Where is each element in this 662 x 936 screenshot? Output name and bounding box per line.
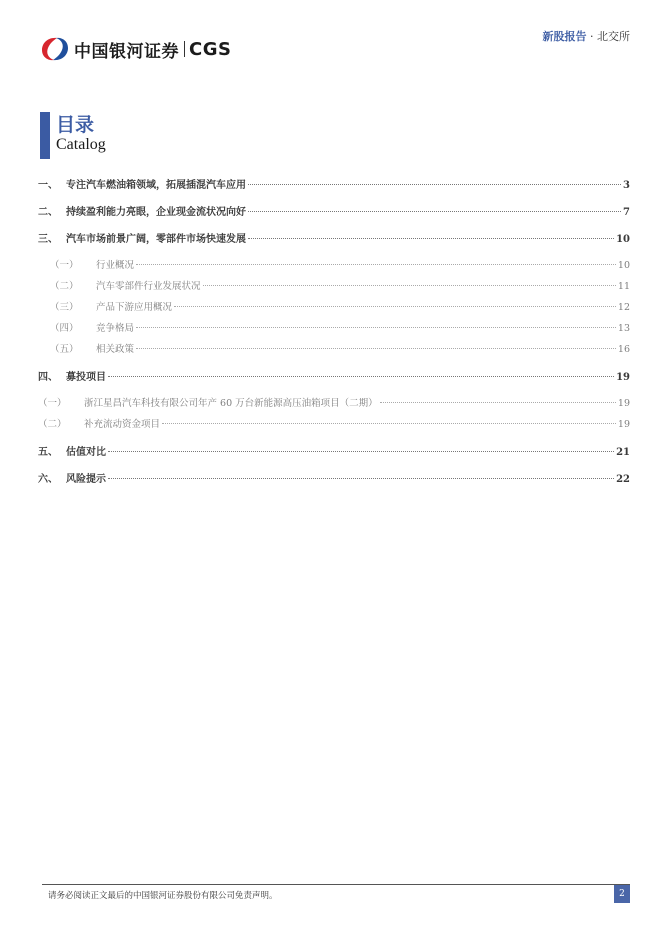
toc-leader-dots xyxy=(108,451,614,452)
toc-entry-number: 一、 xyxy=(38,180,58,191)
toc-entry-number: （四） xyxy=(50,323,79,334)
toc-entry-label: 竞争格局 xyxy=(96,323,135,334)
toc-entry-number: （二） xyxy=(38,419,67,430)
toc-entry-number: （三） xyxy=(50,302,79,313)
toc-entry-page: 10 xyxy=(617,260,630,271)
toc-leader-dots xyxy=(248,238,614,239)
page-number: 2 xyxy=(614,885,630,903)
toc-entry-page: 21 xyxy=(616,447,630,458)
toc-leader-dots xyxy=(162,423,616,424)
toc-entry-label: 汽车零部件行业发展状况 xyxy=(96,281,201,292)
toc-entry-label: 募投项目 xyxy=(66,372,106,383)
toc-subentry[interactable] xyxy=(50,299,630,313)
toc-entry-page: 19 xyxy=(617,419,630,430)
toc-entry-number: （一） xyxy=(38,398,67,409)
toc-entry-page: 12 xyxy=(617,302,630,313)
toc-subentry[interactable] xyxy=(50,257,630,271)
toc-entry-label: 行业概况 xyxy=(96,260,135,271)
logo-chinese-name: 中国银河证券 xyxy=(74,41,179,62)
toc-leader-dots xyxy=(380,402,616,403)
toc-entry-label: 估值对比 xyxy=(66,447,106,458)
logo-english-name: CGS xyxy=(189,38,232,60)
toc-leader-dots xyxy=(136,348,616,349)
toc-entry-page: 3 xyxy=(623,180,630,191)
toc-entry-page: 13 xyxy=(617,323,630,334)
toc-subentry[interactable] xyxy=(38,416,630,430)
toc-entry-number: 五、 xyxy=(38,447,58,458)
page-header xyxy=(0,0,662,70)
toc-leader-dots xyxy=(108,376,614,377)
toc-entry-page: 19 xyxy=(616,372,630,383)
toc-entry-page: 11 xyxy=(617,281,630,292)
toc-subentry[interactable] xyxy=(50,320,630,334)
toc-subentry[interactable] xyxy=(50,278,630,292)
toc-entry[interactable] xyxy=(38,470,630,485)
toc-entry[interactable] xyxy=(38,203,630,218)
exchange-name: 北交所 xyxy=(597,30,630,43)
toc-subentry[interactable] xyxy=(50,341,630,355)
toc-subentry[interactable] xyxy=(38,395,630,409)
header-separator: · xyxy=(586,30,597,43)
footer-disclaimer: 请务必阅读正文最后的中国银河证券股份有限公司免责声明。 xyxy=(48,891,278,901)
toc-entry-number: 四、 xyxy=(38,372,58,383)
toc-entry-label: 专注汽车燃油箱领域，拓展插混汽车应用 xyxy=(66,180,246,191)
title-accent-bar xyxy=(40,112,50,159)
toc-entry-number: 三、 xyxy=(38,234,58,245)
footer-divider xyxy=(42,884,630,885)
toc-leader-dots xyxy=(174,306,616,307)
toc-entry-page: 16 xyxy=(617,344,630,355)
toc-leader-dots xyxy=(136,327,616,328)
toc-leader-dots xyxy=(203,285,616,286)
cgs-logo-icon xyxy=(40,36,70,62)
toc-entry-page: 10 xyxy=(616,234,630,245)
toc-entry[interactable] xyxy=(38,443,630,458)
toc-entry-label: 风险提示 xyxy=(66,474,106,485)
toc-entry-label: 相关政策 xyxy=(96,344,135,355)
toc-entry-label: 汽车市场前景广阔，零部件市场快速发展 xyxy=(66,234,246,245)
toc-entry-number: （五） xyxy=(50,344,79,355)
toc-entry-page: 19 xyxy=(617,398,630,409)
toc-leader-dots xyxy=(136,264,616,265)
toc-entry-label: 产品下游应用概况 xyxy=(96,302,173,313)
report-type-label xyxy=(543,28,631,44)
toc-leader-dots xyxy=(108,478,614,479)
toc-title-english: Catalog xyxy=(56,136,106,153)
toc-entry-page: 7 xyxy=(623,207,630,218)
toc-leader-dots xyxy=(248,184,621,185)
toc-entry[interactable] xyxy=(38,230,630,245)
toc-entry-number: （二） xyxy=(50,281,79,292)
toc-leader-dots xyxy=(248,211,621,212)
toc-entry-number: 六、 xyxy=(38,474,58,485)
toc-entry[interactable] xyxy=(38,176,630,191)
toc-entry-number: （一） xyxy=(50,260,79,271)
toc-entry-page: 22 xyxy=(616,474,630,485)
cgs-logo xyxy=(40,36,231,62)
toc-title-chinese: 目录 xyxy=(56,114,95,136)
toc-entry-label: 浙江星昌汽车科技有限公司年产 60 万台新能源高压油箱项目（二期） xyxy=(84,398,378,409)
toc-entry[interactable] xyxy=(38,368,630,383)
toc-entry-number: 二、 xyxy=(38,207,58,218)
logo-divider xyxy=(184,41,185,57)
toc-entry-label: 补充流动资金项目 xyxy=(84,419,161,430)
report-type: 新股报告 xyxy=(542,30,587,43)
toc-entry-label: 持续盈利能力亮眼，企业现金流状况向好 xyxy=(66,207,246,218)
